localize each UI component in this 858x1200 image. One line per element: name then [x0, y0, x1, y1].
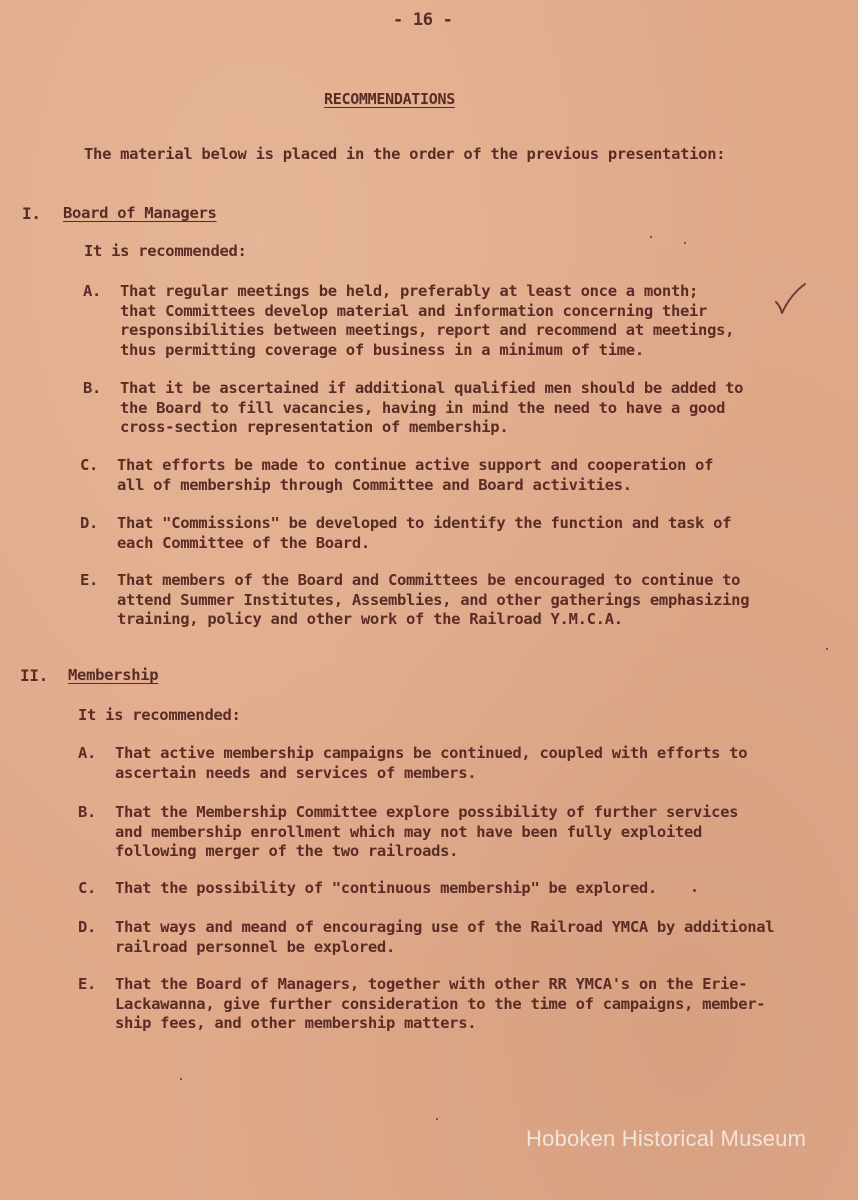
item-line: each Committee of the Board. [117, 533, 370, 552]
item-letter: C. [78, 879, 97, 897]
section-lead: It is recommended: [84, 242, 247, 260]
section-number: II. [20, 666, 48, 685]
item-line: That efforts be made to continue active support and cooperation of [117, 456, 714, 474]
item-line: That "Commissions" be developed to identify the function and task of [117, 514, 732, 532]
item-line: ship fees, and other membership matters. [115, 1014, 477, 1032]
check-mark-icon [772, 282, 808, 316]
item-line: the Board to fill vacancies, having in mind the need to have a good [120, 398, 726, 417]
section-title-board-of-managers: Board of Managers [63, 204, 217, 222]
item-letter: C. [80, 456, 99, 474]
item-letter: B. [78, 803, 97, 821]
item-letter: A. [78, 744, 97, 762]
item-line: responsibilities between meetings, report and recommend at meetings, [120, 321, 735, 339]
item-line: all of membership through Committee and Board activities. [117, 475, 632, 494]
section-lead: It is recommended: [78, 706, 241, 724]
paper-speck [826, 648, 828, 650]
item-line: That the Board of Managers, together with other RR YMCA's on the Erie- [115, 975, 748, 993]
item-line: cross-section representation of membership. [120, 418, 509, 436]
item-letter: B. [83, 379, 102, 397]
item-line: That ways and meand of encouraging use of the Railroad YMCA by additional [115, 918, 775, 936]
item-letter: D. [80, 514, 99, 532]
item-line: Lackawanna, give further consideration to the time of campaigns, member- [115, 994, 766, 1013]
paper-speck [180, 1078, 182, 1080]
paper-speck [693, 889, 696, 892]
item-line: That the Membership Committee explore possibility of further services [115, 803, 739, 821]
museum-watermark: Hoboken Historical Museum [526, 1126, 807, 1151]
item-line: railroad personnel be explored. [115, 937, 395, 956]
page-number: - 16 - [393, 10, 453, 30]
item-line: thus permitting coverage of business in a minimum of time. [120, 340, 644, 359]
page-heading: RECOMMENDATIONS [324, 90, 455, 108]
item-line: that Committees develop material and information concerning their [120, 301, 708, 320]
item-line: That the possibility of "continuous membership" be explored. [115, 879, 657, 897]
section-title-membership: Membership [68, 666, 159, 684]
item-line: That it be ascertained if additional qualified men should be added to [120, 379, 744, 397]
paper-speck [684, 242, 686, 244]
item-line: That active membership campaigns be continued, coupled with efforts to [115, 744, 748, 762]
item-line: training, policy and other work of the Railroad Y.M.C.A. [117, 610, 623, 628]
item-line: attend Summer Institutes, Assemblies, and other gatherings emphasizing [117, 590, 750, 609]
item-letter: E. [80, 571, 99, 589]
paper-speck [436, 1118, 438, 1120]
section-number: I. [22, 204, 41, 223]
item-line: ascertain needs and services of members. [115, 763, 477, 782]
paper-speck [650, 236, 652, 238]
item-letter: E. [78, 975, 97, 993]
item-letter: A. [83, 282, 102, 300]
item-line: following merger of the two railroads. [115, 842, 459, 860]
item-letter: D. [78, 918, 97, 936]
item-line: That members of the Board and Committees be encouraged to continue to [117, 571, 741, 589]
intro-text: The material below is placed in the order of the previous presentation: [84, 145, 726, 163]
item-line: That regular meetings be held, preferably at least once a month; [120, 282, 699, 300]
item-line: and membership enrollment which may not have been fully exploited [115, 822, 703, 841]
